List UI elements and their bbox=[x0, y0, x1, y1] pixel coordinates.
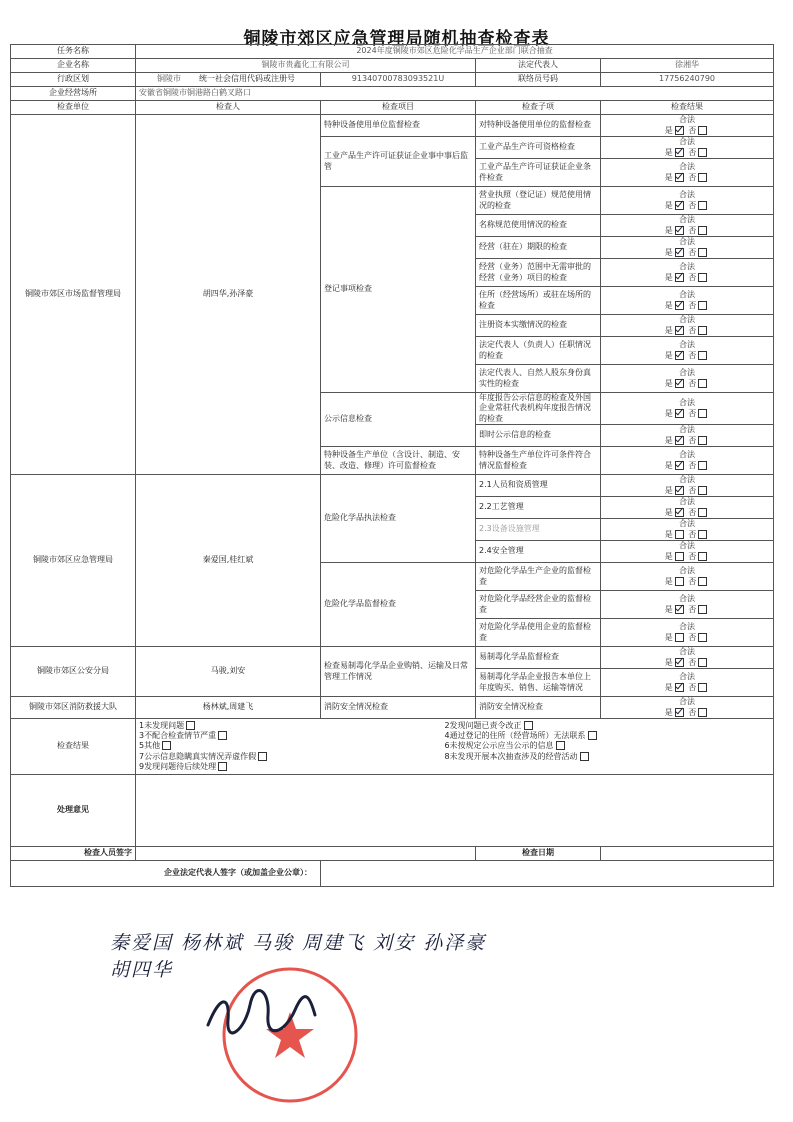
inspection-subitem: 法定代表人（负责人）任职情况的检查 bbox=[476, 337, 601, 365]
credit-code-label: 统一社会信用代码或注册号 bbox=[199, 74, 295, 84]
row-address bbox=[11, 87, 774, 101]
result-yes-label: 是 bbox=[664, 435, 673, 445]
phone-label: 联络员号码 bbox=[476, 73, 601, 87]
result-option-checkbox[interactable] bbox=[556, 741, 565, 750]
inspection-subitem: 经营（业务）范围中无需审批的经营（业务）项目的检查 bbox=[476, 259, 601, 287]
result-option-checkbox[interactable] bbox=[186, 721, 195, 730]
inspection-subitem: 法定代表人、自然人股东身份真实性的检查 bbox=[476, 365, 601, 393]
inspection-item: 消防安全情况检查 bbox=[321, 697, 476, 719]
result-option bbox=[444, 731, 747, 741]
legal-rep-signature bbox=[200, 985, 320, 1040]
result-no-label: 否 bbox=[688, 172, 697, 182]
inspection-subitem: 易制毒化学品企业报告本单位上年度购买、销售、运输等情况 bbox=[476, 669, 601, 697]
inspector-names: 秦爱国,桂红斌 bbox=[136, 475, 321, 647]
inspection-item: 特种设备使用单位监督检查 bbox=[321, 115, 476, 137]
region-value: 铜陵市 bbox=[157, 74, 181, 84]
inspection-unit: 铜陵市郊区消防救援大队 bbox=[11, 697, 136, 719]
inspection-subitem: 对危险化学品经营企业的监督检查 bbox=[476, 591, 601, 619]
legal-sign-label: 企业法定代表人签字（或加盖企业公章）： bbox=[11, 861, 321, 887]
no-checkbox[interactable] bbox=[698, 248, 707, 257]
legal-rep-label: 法定代表人 bbox=[476, 59, 601, 73]
result-no-label: 否 bbox=[688, 350, 697, 360]
inspection-result bbox=[601, 237, 774, 259]
result-no-label: 否 bbox=[688, 576, 697, 586]
inspection-result bbox=[601, 315, 774, 337]
no-checkbox[interactable] bbox=[698, 708, 707, 717]
company-label: 企业名称 bbox=[11, 59, 136, 73]
yes-checkbox[interactable] bbox=[675, 530, 684, 539]
result-yes-label: 是 bbox=[664, 172, 673, 182]
result-option bbox=[139, 721, 442, 731]
inspection-subitem: 工业产品生产许可资格检查 bbox=[476, 137, 601, 159]
opinion-label: 处理意见 bbox=[11, 775, 136, 847]
result-ok-label: 合法 bbox=[679, 622, 696, 632]
inspection-item: 检查易制毒化学品企业购销、运输及日常管理工作情况 bbox=[321, 647, 476, 697]
yes-checkbox[interactable] bbox=[675, 379, 684, 388]
result-yes-label: 是 bbox=[664, 485, 673, 495]
result-no-label: 否 bbox=[688, 147, 697, 157]
result-option bbox=[139, 752, 442, 762]
inspection-result bbox=[601, 647, 774, 669]
no-checkbox[interactable] bbox=[698, 226, 707, 235]
inspection-subitem: 住所（经营场所）或驻在场所的检查 bbox=[476, 287, 601, 315]
yes-checkbox[interactable] bbox=[675, 173, 684, 182]
result-no-label: 否 bbox=[688, 632, 697, 642]
inspection-result bbox=[601, 591, 774, 619]
result-option bbox=[139, 762, 442, 772]
inspection-subitem: 2.1人员和资质管理 bbox=[476, 475, 601, 497]
yes-checkbox[interactable] bbox=[675, 605, 684, 614]
result-yes-label: 是 bbox=[664, 147, 673, 157]
results-right-column bbox=[444, 721, 747, 763]
result-option-label: 7公示信息隐瞒真实情况弄虚作假 bbox=[139, 751, 257, 761]
yes-checkbox[interactable] bbox=[675, 301, 684, 310]
result-yes-label: 是 bbox=[664, 551, 673, 561]
yes-checkbox[interactable] bbox=[675, 708, 684, 717]
phone-value: 17756240790 bbox=[601, 73, 774, 87]
result-ok-label: 合法 bbox=[679, 290, 696, 300]
inspection-subitem: 2.2工艺管理 bbox=[476, 497, 601, 519]
inspection-result bbox=[601, 393, 774, 425]
date-label: 检查日期 bbox=[476, 847, 601, 861]
result-no-label: 否 bbox=[688, 125, 697, 135]
results-label: 检查结果 bbox=[11, 719, 136, 775]
inspection-item: 公示信息检查 bbox=[321, 393, 476, 447]
result-ok-label: 合法 bbox=[679, 190, 696, 200]
result-ok-label: 合法 bbox=[679, 137, 696, 147]
inspection-unit: 铜陵市郊区应急管理局 bbox=[11, 475, 136, 647]
no-checkbox[interactable] bbox=[698, 436, 707, 445]
result-yes-label: 是 bbox=[664, 325, 673, 335]
row-results bbox=[11, 719, 774, 775]
result-ok-label: 合法 bbox=[679, 672, 696, 682]
inspection-result bbox=[601, 287, 774, 315]
inspection-subitem: 营业执照（登记证）规范使用情况的检查 bbox=[476, 187, 601, 215]
result-yes-label: 是 bbox=[664, 272, 673, 282]
inspection-form-table bbox=[10, 44, 774, 887]
row-opinion bbox=[11, 775, 774, 847]
yes-checkbox[interactable] bbox=[675, 461, 684, 470]
col-unit: 检查单位 bbox=[11, 101, 136, 115]
yes-checkbox[interactable] bbox=[675, 486, 684, 495]
inspection-subitem: 2.4安全管理 bbox=[476, 541, 601, 563]
form-title: 铜陵市郊区应急管理局随机抽查检查表 bbox=[243, 29, 550, 49]
legal-rep-value: 徐湘华 bbox=[601, 59, 774, 73]
yes-checkbox[interactable] bbox=[675, 351, 684, 360]
result-no-label: 否 bbox=[688, 604, 697, 614]
no-checkbox[interactable] bbox=[698, 201, 707, 210]
inspection-subitem: 对危险化学品生产企业的监督检查 bbox=[476, 563, 601, 591]
yes-checkbox[interactable] bbox=[675, 508, 684, 517]
result-option bbox=[139, 741, 442, 751]
yes-checkbox[interactable] bbox=[675, 683, 684, 692]
result-no-label: 否 bbox=[688, 707, 697, 717]
result-yes-label: 是 bbox=[664, 507, 673, 517]
result-no-label: 否 bbox=[688, 272, 697, 282]
inspection-subitem: 年度报告公示信息的检查及外国企业常驻代表机构年度报告情况的检查 bbox=[476, 393, 601, 425]
result-yes-label: 是 bbox=[664, 125, 673, 135]
inspection-result bbox=[601, 497, 774, 519]
no-checkbox[interactable] bbox=[698, 326, 707, 335]
result-yes-label: 是 bbox=[664, 604, 673, 614]
no-checkbox[interactable] bbox=[698, 379, 707, 388]
result-ok-label: 合法 bbox=[679, 368, 696, 378]
result-option-label: 5其他 bbox=[139, 741, 161, 751]
inspection-result bbox=[601, 215, 774, 237]
result-ok-label: 合法 bbox=[679, 594, 696, 604]
address-value: 安徽省铜陵市铜港路白鹤叉路口 bbox=[136, 87, 774, 101]
result-ok-label: 合法 bbox=[679, 697, 696, 707]
result-yes-label: 是 bbox=[664, 200, 673, 210]
col-subitem: 检查子项 bbox=[476, 101, 601, 115]
result-yes-label: 是 bbox=[664, 707, 673, 717]
yes-checkbox[interactable] bbox=[675, 326, 684, 335]
address-label: 企业经营场所 bbox=[11, 87, 136, 101]
inspection-result bbox=[601, 365, 774, 393]
inspection-groups bbox=[11, 115, 774, 719]
result-ok-label: 合法 bbox=[679, 647, 696, 657]
inspection-result bbox=[601, 619, 774, 647]
inspection-item: 危险化学品执法检查 bbox=[321, 475, 476, 563]
result-option-checkbox[interactable] bbox=[588, 731, 597, 740]
result-no-label: 否 bbox=[688, 551, 697, 561]
no-checkbox[interactable] bbox=[698, 633, 707, 642]
result-no-label: 否 bbox=[688, 408, 697, 418]
inspection-result bbox=[601, 519, 774, 541]
results-left-column bbox=[139, 721, 442, 773]
row-task bbox=[11, 45, 774, 59]
inspection-subitem: 注册资本实缴情况的检查 bbox=[476, 315, 601, 337]
result-ok-label: 合法 bbox=[679, 497, 696, 507]
yes-checkbox[interactable] bbox=[675, 126, 684, 135]
result-option-checkbox[interactable] bbox=[580, 752, 589, 761]
result-ok-label: 合法 bbox=[679, 450, 696, 460]
inspection-row bbox=[11, 475, 774, 497]
inspection-unit: 铜陵市郊区公安分局 bbox=[11, 647, 136, 697]
result-ok-label: 合法 bbox=[679, 262, 696, 272]
result-yes-label: 是 bbox=[664, 682, 673, 692]
yes-checkbox[interactable] bbox=[675, 436, 684, 445]
result-ok-label: 合法 bbox=[679, 425, 696, 435]
result-ok-label: 合法 bbox=[679, 215, 696, 225]
result-no-label: 否 bbox=[688, 378, 697, 388]
no-checkbox[interactable] bbox=[698, 273, 707, 282]
no-checkbox[interactable] bbox=[698, 530, 707, 539]
inspection-subitem: 经营（驻在）期限的检查 bbox=[476, 237, 601, 259]
result-ok-label: 合法 bbox=[679, 519, 696, 529]
no-checkbox[interactable] bbox=[698, 301, 707, 310]
result-no-label: 否 bbox=[688, 657, 697, 667]
inspection-result bbox=[601, 669, 774, 697]
inspection-subitem: 对危险化学品使用企业的监督检查 bbox=[476, 619, 601, 647]
result-no-label: 否 bbox=[688, 485, 697, 495]
inspection-result bbox=[601, 137, 774, 159]
no-checkbox[interactable] bbox=[698, 486, 707, 495]
result-ok-label: 合法 bbox=[679, 162, 696, 172]
inspection-result bbox=[601, 259, 774, 287]
result-ok-label: 合法 bbox=[679, 566, 696, 576]
yes-checkbox[interactable] bbox=[675, 577, 684, 586]
inspection-result bbox=[601, 159, 774, 187]
yes-checkbox[interactable] bbox=[675, 273, 684, 282]
inspector-signatures: 秦爱国 杨林斌 马骏 周建飞 刘安 孙泽豪 胡四华 bbox=[110, 932, 487, 981]
col-result: 检查结果 bbox=[601, 101, 774, 115]
inspection-item: 工业产品生产许可证获证企业事中事后监管 bbox=[321, 137, 476, 187]
no-checkbox[interactable] bbox=[698, 508, 707, 517]
inspection-result bbox=[601, 425, 774, 447]
row-company bbox=[11, 59, 774, 73]
no-checkbox[interactable] bbox=[698, 683, 707, 692]
yes-checkbox[interactable] bbox=[675, 226, 684, 235]
result-ok-label: 合法 bbox=[679, 115, 696, 125]
inspection-subitem: 对特种设备使用单位的监督检查 bbox=[476, 115, 601, 137]
row-legal-sign bbox=[11, 861, 774, 887]
no-checkbox[interactable] bbox=[698, 126, 707, 135]
inspector-names: 胡四华,孙泽豪 bbox=[136, 115, 321, 475]
result-option-checkbox[interactable] bbox=[162, 741, 171, 750]
result-option-label: 4通过登记的住所（经营场所）无法联系 bbox=[444, 731, 586, 741]
inspector-names: 杨林斌,周建飞 bbox=[136, 697, 321, 719]
result-no-label: 否 bbox=[688, 247, 697, 257]
inspection-result bbox=[601, 697, 774, 719]
inspection-subitem: 易制毒化学品监督检查 bbox=[476, 647, 601, 669]
result-ok-label: 合法 bbox=[679, 237, 696, 247]
result-option-checkbox[interactable] bbox=[218, 762, 227, 771]
inspection-result bbox=[601, 563, 774, 591]
no-checkbox[interactable] bbox=[698, 351, 707, 360]
credit-code-value: 913407007830935​21U bbox=[321, 73, 476, 87]
result-option-label: 6未按规定公示应当公示的信息 bbox=[444, 741, 554, 751]
row-region bbox=[11, 73, 774, 87]
inspection-result bbox=[601, 337, 774, 365]
result-option bbox=[444, 741, 747, 751]
result-option bbox=[444, 752, 747, 762]
result-no-label: 否 bbox=[688, 435, 697, 445]
result-no-label: 否 bbox=[688, 225, 697, 235]
no-checkbox[interactable] bbox=[698, 658, 707, 667]
inspection-result bbox=[601, 447, 774, 475]
col-item: 检查项目 bbox=[321, 101, 476, 115]
result-yes-label: 是 bbox=[664, 576, 673, 586]
inspection-row bbox=[11, 115, 774, 137]
result-no-label: 否 bbox=[688, 325, 697, 335]
result-ok-label: 合法 bbox=[679, 475, 696, 485]
result-option-label: 9发现问题待后续处理 bbox=[139, 762, 217, 772]
company-value: 铜陵市贵鑫化工有限公司 bbox=[136, 59, 476, 73]
yes-checkbox[interactable] bbox=[675, 658, 684, 667]
result-ok-label: 合法 bbox=[679, 340, 696, 350]
result-yes-label: 是 bbox=[664, 460, 673, 470]
yes-checkbox[interactable] bbox=[675, 148, 684, 157]
result-no-label: 否 bbox=[688, 300, 697, 310]
inspection-item: 危险化学品监督检查 bbox=[321, 563, 476, 647]
result-option-checkbox[interactable] bbox=[258, 752, 267, 761]
result-yes-label: 是 bbox=[664, 408, 673, 418]
inspection-subitem: 2.3设备设施管理 bbox=[476, 519, 601, 541]
inspector-names: 马骏,刘安 bbox=[136, 647, 321, 697]
result-yes-label: 是 bbox=[664, 378, 673, 388]
inspection-subitem: 消防安全情况检查 bbox=[476, 697, 601, 719]
result-yes-label: 是 bbox=[664, 657, 673, 667]
result-option-label: 3不配合检查情节严重 bbox=[139, 731, 217, 741]
no-checkbox[interactable] bbox=[698, 577, 707, 586]
inspection-unit: 铜陵市郊区市场监督管理局 bbox=[11, 115, 136, 475]
result-yes-label: 是 bbox=[664, 632, 673, 642]
task-value: 2024年度铜陵市郊区危险化学品生产企业部门联合抽查 bbox=[136, 45, 774, 59]
result-no-label: 否 bbox=[688, 200, 697, 210]
result-yes-label: 是 bbox=[664, 225, 673, 235]
result-option-checkbox[interactable] bbox=[524, 721, 533, 730]
inspection-result bbox=[601, 541, 774, 563]
result-yes-label: 是 bbox=[664, 300, 673, 310]
row-column-headers bbox=[11, 101, 774, 115]
inspection-item: 登记事项检查 bbox=[321, 187, 476, 393]
inspection-subitem: 名称规范使用情况的检查 bbox=[476, 215, 601, 237]
result-no-label: 否 bbox=[688, 529, 697, 539]
col-inspector: 检查人 bbox=[136, 101, 321, 115]
no-checkbox[interactable] bbox=[698, 409, 707, 418]
result-no-label: 否 bbox=[688, 507, 697, 517]
result-option-checkbox[interactable] bbox=[218, 731, 227, 740]
signature-label: 检查人员签字 bbox=[11, 847, 136, 861]
inspection-result bbox=[601, 187, 774, 215]
inspection-row bbox=[11, 647, 774, 669]
inspection-result bbox=[601, 475, 774, 497]
no-checkbox[interactable] bbox=[698, 148, 707, 157]
result-ok-label: 合法 bbox=[679, 398, 696, 408]
result-yes-label: 是 bbox=[664, 350, 673, 360]
result-ok-label: 合法 bbox=[679, 541, 696, 551]
result-yes-label: 是 bbox=[664, 529, 673, 539]
row-signature bbox=[11, 847, 774, 861]
result-no-label: 否 bbox=[688, 682, 697, 692]
task-label: 任务名称 bbox=[11, 45, 136, 59]
no-checkbox[interactable] bbox=[698, 552, 707, 561]
yes-checkbox[interactable] bbox=[675, 248, 684, 257]
result-option-label: 1未发现问题 bbox=[139, 720, 185, 730]
inspection-subitem: 工业产品生产许可证获证企业条件检查 bbox=[476, 159, 601, 187]
yes-checkbox[interactable] bbox=[675, 201, 684, 210]
result-option bbox=[139, 731, 442, 741]
yes-checkbox[interactable] bbox=[675, 552, 684, 561]
no-checkbox[interactable] bbox=[698, 173, 707, 182]
inspection-item: 特种设备生产单位（含设计、制造、安装、改造、修理）许可监督检查 bbox=[321, 447, 476, 475]
result-no-label: 否 bbox=[688, 460, 697, 470]
yes-checkbox[interactable] bbox=[675, 409, 684, 418]
inspection-subitem: 即时公示信息的检查 bbox=[476, 425, 601, 447]
inspection-subitem: 特种设备生产单位许可条件符合情况监督检查 bbox=[476, 447, 601, 475]
result-yes-label: 是 bbox=[664, 247, 673, 257]
no-checkbox[interactable] bbox=[698, 461, 707, 470]
region-label: 行政区划 bbox=[11, 73, 136, 87]
result-option-label: 8未发现开展本次抽查涉及的经营活动 bbox=[444, 751, 578, 761]
result-ok-label: 合法 bbox=[679, 315, 696, 325]
yes-checkbox[interactable] bbox=[675, 633, 684, 642]
result-option bbox=[444, 721, 747, 731]
result-option-label: 2发现问题已责令改正 bbox=[444, 720, 522, 730]
inspection-result bbox=[601, 115, 774, 137]
inspection-row bbox=[11, 697, 774, 719]
no-checkbox[interactable] bbox=[698, 605, 707, 614]
